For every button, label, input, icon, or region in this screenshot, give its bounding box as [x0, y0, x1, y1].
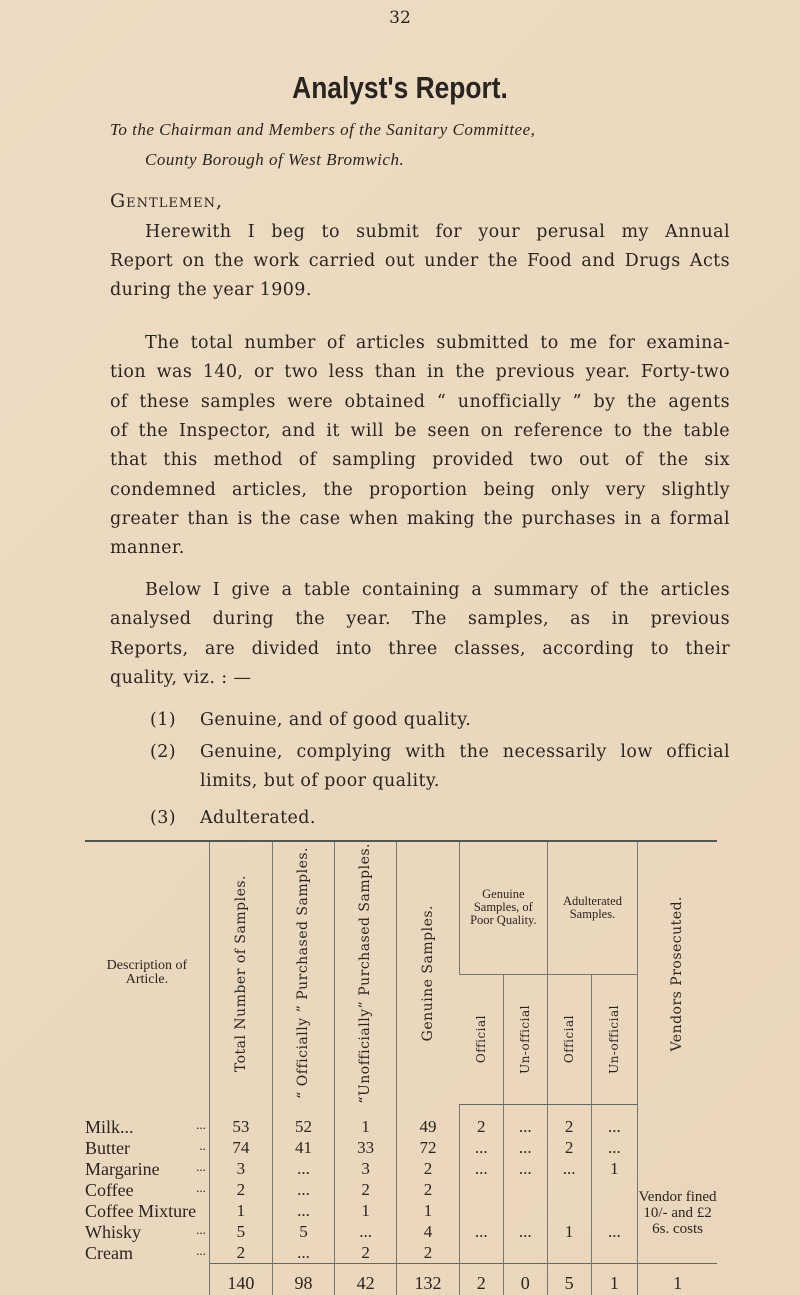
- paragraph-line: Herewith I beg to submit for your perusal my Annual: [145, 222, 730, 242]
- table-cell: 72: [397, 1138, 460, 1159]
- header-poor-unofficial: Un-official: [517, 1005, 532, 1074]
- total-cell: 2: [459, 1264, 503, 1295]
- header-vendors: Vendors Prosecuted.: [669, 895, 686, 1052]
- table-cell: ...: [459, 1159, 503, 1180]
- article-label: Butter: [85, 1137, 130, 1158]
- article-label: Whisky: [85, 1221, 141, 1242]
- total-cell: 1: [638, 1264, 717, 1295]
- header-poor-quality: Genuine Samples, of Poor Quality.: [459, 841, 547, 974]
- leader-dots: ...: [196, 1221, 206, 1237]
- leader-dots: ..: [199, 1137, 206, 1153]
- article-name: [85, 1243, 209, 1264]
- address-line: County Borough of West Bromwich.: [145, 150, 405, 169]
- table-row: [85, 1222, 717, 1243]
- paragraph-line: that this method of sampling provided two out of the six: [110, 450, 730, 471]
- table-cell: 2: [547, 1105, 591, 1138]
- table-cell: 52: [273, 1105, 335, 1138]
- table-cell: ...: [591, 1105, 638, 1138]
- total-cell: 42: [335, 1264, 397, 1295]
- class-number: (3): [150, 808, 176, 828]
- header-description: Description of Article.: [106, 957, 188, 988]
- table-cell: [503, 1243, 547, 1264]
- table-row: [85, 1105, 717, 1138]
- table-cell: 4: [397, 1222, 460, 1243]
- totals-label-empty: [85, 1264, 209, 1295]
- table-row: [85, 1180, 717, 1201]
- table-cell: 2: [209, 1180, 272, 1201]
- article-name: [85, 1201, 209, 1222]
- article-label: Margarine: [85, 1158, 160, 1179]
- class-description: Adulterated.: [200, 808, 316, 828]
- paragraph-line: of the Inspector, and it will be seen on reference to the table: [110, 420, 730, 441]
- total-cell: 0: [503, 1264, 547, 1295]
- table-cell: [547, 1243, 591, 1264]
- table-cell: 2: [547, 1138, 591, 1159]
- table-cell: 1: [335, 1201, 397, 1222]
- paragraph-line: analysed during the year. The samples, as in previous: [110, 609, 730, 630]
- article-name: [85, 1138, 209, 1159]
- class-description: Genuine, complying with the necessarily low official: [200, 742, 730, 762]
- article-label: Coffee Mixture: [85, 1200, 197, 1221]
- table-cell: 1: [209, 1201, 272, 1222]
- table-row: [85, 1243, 717, 1264]
- table-cell: 3: [209, 1159, 272, 1180]
- table-cell: 74: [209, 1138, 272, 1159]
- table-row: [85, 1201, 717, 1222]
- paragraph-line: condemned articles, the proportion being only very slightly: [110, 479, 730, 500]
- paragraph-line: manner.: [110, 538, 185, 559]
- salutation: Gentlemen,: [110, 190, 224, 212]
- table-cell: ...: [591, 1138, 638, 1159]
- vendor-note: Vendor fined 10/- and £2 6s. costs: [638, 1105, 717, 1264]
- class-description: limits, but of poor quality.: [200, 771, 440, 791]
- table-cell: [591, 1201, 638, 1222]
- class-number: (2): [150, 742, 176, 762]
- table-cell: [459, 1201, 503, 1222]
- total-cell: 98: [273, 1264, 335, 1295]
- table-cell: 2: [397, 1159, 460, 1180]
- paragraph-line: of these samples were obtained “ unofficially ” by the agents: [110, 391, 730, 412]
- article-label: Milk...: [85, 1116, 134, 1137]
- total-cell: 1: [591, 1264, 638, 1295]
- table-cell: [547, 1180, 591, 1201]
- header-adulterated: Adulterated Samples.: [547, 841, 637, 974]
- leader-dots: ...: [196, 1242, 206, 1258]
- table-cell: 53: [209, 1105, 272, 1138]
- header-unofficial: “Unofficially” Purchased Samples.: [357, 843, 374, 1104]
- table-cell: 2: [335, 1243, 397, 1264]
- totals-row: [85, 1264, 717, 1295]
- table-cell: 1: [591, 1159, 638, 1180]
- article-name: [85, 1105, 209, 1138]
- total-cell: 132: [397, 1264, 460, 1295]
- table-cell: ...: [273, 1243, 335, 1264]
- header-adult-unofficial: Un-official: [607, 1005, 622, 1074]
- table-cell: ...: [503, 1222, 547, 1243]
- address-line: To the Chairman and Members of the Sanitary Committee,: [110, 120, 536, 139]
- table-cell: [503, 1180, 547, 1201]
- article-label: Cream: [85, 1242, 133, 1263]
- table-cell: 2: [459, 1105, 503, 1138]
- article-label: Coffee: [85, 1179, 134, 1200]
- table-cell: 33: [335, 1138, 397, 1159]
- leader-dots: ...: [196, 1179, 206, 1195]
- table-cell: [459, 1180, 503, 1201]
- table-cell: 2: [397, 1243, 460, 1264]
- total-cell: 140: [209, 1264, 272, 1295]
- table-cell: 49: [397, 1105, 460, 1138]
- table-cell: 5: [273, 1222, 335, 1243]
- report-title: Analyst's Report.: [292, 70, 508, 105]
- table-cell: ...: [459, 1222, 503, 1243]
- table-cell: ...: [547, 1159, 591, 1180]
- table-cell: 1: [547, 1222, 591, 1243]
- table-cell: ...: [503, 1138, 547, 1159]
- paragraph-line: during the year 1909.: [110, 280, 312, 300]
- class-number: (1): [150, 710, 176, 730]
- header-total: Total Number of Samples.: [232, 874, 249, 1072]
- table-cell: 2: [397, 1180, 460, 1201]
- paragraph-line: quality, viz. : —: [110, 667, 252, 688]
- table-cell: [591, 1243, 638, 1264]
- paragraph-line: Below I give a table containing a summary of the articles: [145, 580, 730, 600]
- table-cell: 1: [397, 1201, 460, 1222]
- article-name: [85, 1222, 209, 1243]
- table-row: [85, 1138, 717, 1159]
- paragraph-line: Report on the work carried out under the Food and Drugs Acts: [110, 251, 730, 271]
- table-cell: 3: [335, 1159, 397, 1180]
- paragraph-line: Reports, are divided into three classes, according to their: [110, 638, 730, 659]
- table-cell: [459, 1243, 503, 1264]
- table-cell: ...: [503, 1159, 547, 1180]
- table-cell: [547, 1201, 591, 1222]
- table-cell: 1: [335, 1105, 397, 1138]
- table-cell: 2: [209, 1243, 272, 1264]
- leader-dots: ...: [196, 1116, 206, 1132]
- total-cell: 5: [547, 1264, 591, 1295]
- table-cell: ...: [335, 1222, 397, 1243]
- table-cell: 41: [273, 1138, 335, 1159]
- class-description: Genuine, and of good quality.: [200, 710, 472, 730]
- table-cell: 2: [335, 1180, 397, 1201]
- table-cell: [591, 1180, 638, 1201]
- table-cell: ...: [591, 1222, 638, 1243]
- summary-table: [85, 840, 717, 1295]
- paragraph-line: greater than is the case when making the purchases in a formal: [110, 508, 730, 529]
- article-name: [85, 1159, 209, 1180]
- paragraph-line: tion was 140, or two less than in the previous year. Forty-two: [110, 362, 730, 383]
- table-row: [85, 1159, 717, 1180]
- table-cell: [503, 1201, 547, 1222]
- paragraph-line: The total number of articles submitted to me for examina-: [145, 333, 730, 353]
- leader-dots: ...: [196, 1158, 206, 1174]
- table-cell: ...: [503, 1105, 547, 1138]
- header-adult-official: Official: [561, 1015, 576, 1064]
- table-cell: 5: [209, 1222, 272, 1243]
- header-genuine: Genuine Samples.: [419, 905, 436, 1042]
- table-cell: ...: [273, 1159, 335, 1180]
- header-poor-official: Official: [473, 1015, 488, 1064]
- article-name: [85, 1180, 209, 1201]
- table-cell: ...: [273, 1201, 335, 1222]
- header-official: “ Officially ” Purchased Samples.: [295, 847, 312, 1100]
- table-cell: ...: [459, 1138, 503, 1159]
- page-number: 32: [389, 8, 411, 28]
- table-cell: ...: [273, 1180, 335, 1201]
